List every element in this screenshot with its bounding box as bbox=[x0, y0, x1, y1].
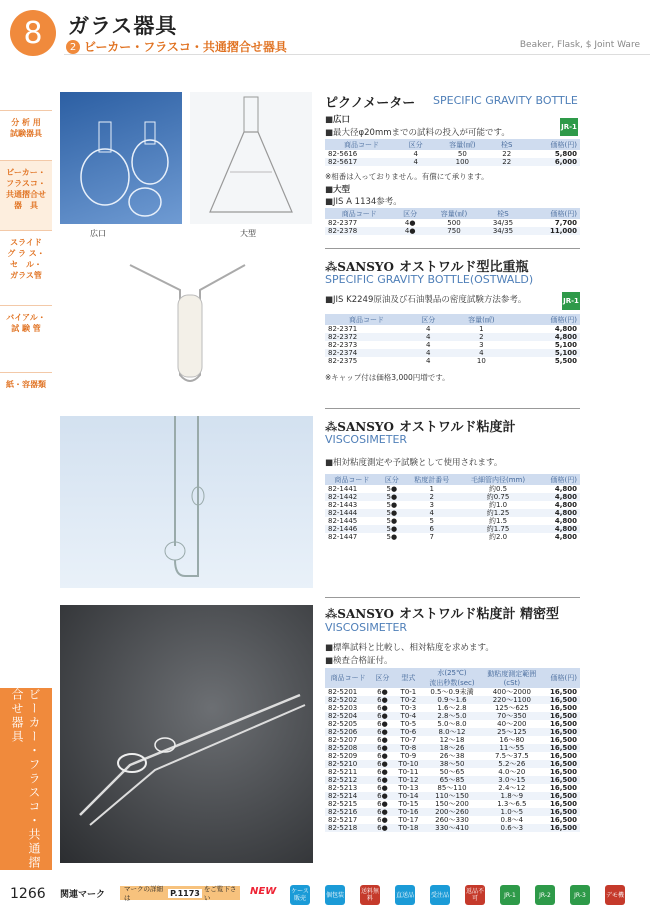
td: 約1.25 bbox=[459, 509, 538, 517]
photo-pycnometer-wide bbox=[60, 92, 182, 224]
page-number: 1266 bbox=[10, 886, 46, 902]
td: 5● bbox=[379, 525, 405, 533]
sidebar-item-paper[interactable]: 紙・容器類 bbox=[0, 372, 52, 412]
th: 毛細管内径(mm) bbox=[459, 474, 538, 485]
td: 4 bbox=[426, 341, 431, 349]
td: 5 bbox=[429, 517, 435, 525]
th: 容量(㎖) bbox=[433, 139, 491, 150]
s2-eng: SPECIFIC GRAVITY BOTTLE(OSTWALD) bbox=[325, 273, 534, 286]
td: 6● bbox=[377, 688, 388, 696]
td: T0-16 bbox=[394, 808, 423, 816]
td: T0-15 bbox=[398, 800, 419, 808]
td: 16,500 bbox=[543, 760, 580, 768]
sansyo-logo: ⁂SANSYO bbox=[325, 420, 394, 434]
chapter-badge: 8 bbox=[10, 10, 56, 56]
td: 6● bbox=[371, 744, 394, 752]
footer-mark-icon: 個包装 bbox=[325, 885, 345, 905]
caption-large: 大型 bbox=[240, 229, 256, 238]
td: 6● bbox=[371, 808, 394, 816]
td: 6● bbox=[371, 760, 394, 768]
footer-mark-icon: 返品不可 bbox=[465, 885, 485, 905]
td: 2.4〜12 bbox=[498, 784, 526, 792]
td: 5● bbox=[379, 509, 405, 517]
td: 2 bbox=[449, 333, 515, 341]
footer-mark-icon: JR-3 bbox=[570, 885, 590, 905]
td: 330〜410 bbox=[423, 824, 481, 832]
th: 価格(円) bbox=[543, 668, 580, 688]
detail-page: P.1173 bbox=[170, 888, 200, 898]
td: 82-5216 bbox=[325, 808, 371, 816]
td: 82-2374 bbox=[325, 349, 408, 357]
td: 750 bbox=[427, 227, 481, 235]
td: 65〜85 bbox=[423, 776, 481, 784]
td: 82-1443 bbox=[328, 501, 358, 509]
td: 7 bbox=[429, 533, 435, 541]
jr1-icon: JR-1 bbox=[560, 118, 578, 136]
td: 16,500 bbox=[543, 696, 580, 704]
td: 3 bbox=[429, 501, 435, 509]
s4-title: オストワルド粘度計 精密型 bbox=[399, 607, 560, 622]
td: 82-2371 bbox=[328, 325, 358, 333]
td: 6● bbox=[377, 752, 388, 760]
td: 4,800 bbox=[554, 501, 577, 509]
td: 約1.5 bbox=[488, 517, 508, 525]
td: 約2.0 bbox=[488, 533, 508, 541]
td: 6● bbox=[377, 736, 388, 744]
td: 220〜1100 bbox=[481, 696, 543, 704]
td: T0-3 bbox=[400, 704, 417, 712]
td: 16,500 bbox=[543, 792, 580, 800]
photo-viscosimeter bbox=[60, 416, 313, 588]
s3-eng: VISCOSIMETER bbox=[325, 433, 408, 446]
td: 82-1446 bbox=[325, 525, 379, 533]
td: 8.0〜12 bbox=[423, 728, 481, 736]
sidebar-item-vial[interactable]: バイアル・ 試 験 管 bbox=[0, 305, 52, 355]
td: 22 bbox=[502, 150, 512, 158]
td: 6,000 bbox=[522, 158, 580, 166]
td: 6● bbox=[377, 800, 388, 808]
td: 82-5206 bbox=[325, 728, 371, 736]
td: 5,100 bbox=[554, 341, 577, 349]
td: 82-1442 bbox=[325, 493, 379, 501]
th: 商品コード bbox=[325, 668, 371, 688]
td: 5,500 bbox=[554, 357, 577, 365]
s2-note: ※キャップ付は価格3,000円増です。 bbox=[325, 373, 450, 382]
s2-d1: ■JIS K2249原油及び石油製品の密度試験方法参考。 bbox=[325, 295, 527, 305]
th: 価格(円) bbox=[525, 208, 580, 219]
s1-note: ※相番は入っておりません。有償にて承ります。 bbox=[325, 172, 489, 181]
td: 5● bbox=[379, 493, 405, 501]
td: 82-5616 bbox=[328, 150, 358, 158]
td: 7.5〜37.5 bbox=[494, 752, 529, 760]
s1-title: ピクノメーター bbox=[325, 96, 416, 111]
td: T0-10 bbox=[394, 760, 423, 768]
section-english: Beaker, Flask, $ Joint Ware bbox=[519, 40, 640, 50]
td: 16,500 bbox=[543, 776, 580, 784]
td: 1.0〜5 bbox=[481, 808, 543, 816]
td: 16,500 bbox=[543, 728, 580, 736]
td: 82-5215 bbox=[328, 800, 358, 808]
td: 16,500 bbox=[543, 824, 580, 832]
td: 4,800 bbox=[537, 525, 580, 533]
th: 価格(円) bbox=[522, 139, 580, 150]
td: 5,100 bbox=[514, 349, 580, 357]
td: 70〜350 bbox=[481, 712, 543, 720]
footer-mark-icon: 送料無料 bbox=[360, 885, 380, 905]
td: 82-5217 bbox=[328, 816, 358, 824]
th: 区分 bbox=[379, 474, 405, 485]
divider bbox=[325, 248, 580, 249]
td: 50 bbox=[457, 150, 467, 158]
s2-table bbox=[325, 314, 580, 365]
td: 4,800 bbox=[537, 509, 580, 517]
s4-d2: ■検査合格証付。 bbox=[325, 656, 393, 666]
td: 3 bbox=[479, 341, 484, 349]
td: 82-5205 bbox=[328, 720, 358, 728]
td: 82-5207 bbox=[328, 736, 358, 744]
td: 0.8〜4 bbox=[500, 816, 524, 824]
td: 4,800 bbox=[554, 485, 577, 493]
section-title: ビーカー・フラスコ・共通摺合せ器具 bbox=[84, 40, 287, 54]
td: 82-2372 bbox=[325, 333, 408, 341]
related-marks-label: 関連マーク bbox=[60, 890, 106, 900]
td: T0-13 bbox=[398, 784, 419, 792]
s3-d1: ■相対粘度測定や予試験として使用されます。 bbox=[325, 458, 503, 468]
th: 区分 bbox=[408, 314, 448, 325]
td: 200〜260 bbox=[423, 808, 481, 816]
s1-h1: ■広口 bbox=[325, 115, 351, 125]
td: 0.6〜3 bbox=[481, 824, 543, 832]
s1-h2: ■大型 bbox=[325, 185, 351, 195]
divider bbox=[325, 408, 580, 409]
s4-eng: VISCOSIMETER bbox=[325, 621, 408, 634]
td: T0-17 bbox=[398, 816, 419, 824]
th: 区分 bbox=[398, 139, 434, 150]
footer-mark-icon: JR-1 bbox=[500, 885, 520, 905]
td: 16,500 bbox=[549, 784, 577, 792]
td: 約0.5 bbox=[488, 485, 508, 493]
td: 6● bbox=[371, 712, 394, 720]
td: 82-1444 bbox=[325, 509, 379, 517]
divider bbox=[325, 597, 580, 598]
td: 260〜330 bbox=[435, 816, 469, 824]
td: 4 bbox=[398, 158, 434, 166]
mark-detail-ref[interactable] bbox=[120, 886, 240, 900]
td: 10 bbox=[476, 357, 486, 365]
td: 150〜200 bbox=[435, 800, 469, 808]
td: 16,500 bbox=[549, 752, 577, 760]
th: 価格(円) bbox=[537, 474, 580, 485]
td: 4.0〜20 bbox=[498, 768, 526, 776]
td: T0-18 bbox=[394, 824, 423, 832]
th: 栓S bbox=[491, 139, 522, 150]
td: 4,800 bbox=[554, 517, 577, 525]
td: 4,800 bbox=[554, 533, 577, 541]
td: 22 bbox=[491, 158, 522, 166]
footer-mark-icon: デモ機 bbox=[605, 885, 625, 905]
s2-title: オストワルド型比重瓶 bbox=[399, 260, 529, 275]
td: T0-6 bbox=[394, 728, 423, 736]
td: 82-5209 bbox=[328, 752, 358, 760]
td: 4 bbox=[405, 509, 459, 517]
th: 価格(円) bbox=[514, 314, 580, 325]
th: 栓S bbox=[481, 208, 525, 219]
td: 85〜110 bbox=[437, 784, 467, 792]
th: 商品コード bbox=[325, 139, 398, 150]
td: T0-7 bbox=[400, 736, 417, 744]
td: 82-2375 bbox=[328, 357, 358, 365]
td: 16,500 bbox=[549, 704, 577, 712]
td: 400〜2000 bbox=[492, 688, 531, 696]
td: 6● bbox=[371, 696, 394, 704]
footer-mark-icon: 直送品 bbox=[395, 885, 415, 905]
td: 82-5208 bbox=[325, 744, 371, 752]
td: 6● bbox=[371, 824, 394, 832]
sidebar-item-slide[interactable]: スライド グ ラ ス・ セ ル・ ガラス管 bbox=[0, 230, 52, 300]
td: 4 bbox=[426, 325, 431, 333]
td: 1.3〜6.5 bbox=[497, 800, 527, 808]
td: 12〜18 bbox=[439, 736, 465, 744]
td: 4,800 bbox=[514, 333, 580, 341]
footer-mark-icon: 受注品 bbox=[430, 885, 450, 905]
td: 5,800 bbox=[554, 150, 577, 158]
td: 82-2373 bbox=[328, 341, 358, 349]
s3-table bbox=[325, 474, 580, 541]
footer-mark-icon: ケース販売 bbox=[290, 885, 310, 905]
td: 6● bbox=[377, 816, 388, 824]
td: 4 bbox=[408, 349, 448, 357]
th: 粘度計番号 bbox=[405, 474, 459, 485]
td: 82-1447 bbox=[328, 533, 358, 541]
td: 16,500 bbox=[543, 744, 580, 752]
td: 18〜26 bbox=[423, 744, 481, 752]
td: T0-14 bbox=[394, 792, 423, 800]
td: 500 bbox=[447, 219, 461, 227]
td: 6● bbox=[371, 728, 394, 736]
td: 38〜50 bbox=[423, 760, 481, 768]
td: T0-5 bbox=[400, 720, 417, 728]
td: 4,800 bbox=[554, 325, 577, 333]
th: 区分 bbox=[393, 208, 426, 219]
td: 約0.75 bbox=[459, 493, 538, 501]
td: 100 bbox=[433, 158, 491, 166]
photo-pycnometer-large bbox=[190, 92, 312, 224]
th: 区分 bbox=[371, 668, 394, 688]
td: 82-2378 bbox=[325, 227, 393, 235]
td: 26〜38 bbox=[439, 752, 465, 760]
td: 34/35 bbox=[481, 227, 525, 235]
td: 5.2〜26 bbox=[481, 760, 543, 768]
td: 7,700 bbox=[554, 219, 577, 227]
td: 16,500 bbox=[549, 736, 577, 744]
s1-table1 bbox=[325, 139, 580, 166]
new-icon: NEW bbox=[250, 886, 277, 897]
jr1-icon: JR-1 bbox=[562, 292, 580, 310]
photo-ostwald-bottle bbox=[110, 255, 310, 395]
th: 容量(㎖) bbox=[449, 314, 515, 325]
td: 6● bbox=[377, 784, 388, 792]
td: 11〜55 bbox=[481, 744, 543, 752]
th: 商品コード bbox=[325, 208, 393, 219]
td: 4,800 bbox=[537, 493, 580, 501]
td: 5● bbox=[386, 485, 398, 493]
td: T0-2 bbox=[394, 696, 423, 704]
sidebar-item-analysis[interactable]: 分 析 用 試験器具 bbox=[0, 110, 52, 160]
sidebar-active-section: ビーカー・フラスコ・共通摺合せ器具 bbox=[0, 688, 52, 870]
td: 82-1445 bbox=[328, 517, 358, 525]
td: 6● bbox=[377, 720, 388, 728]
th: 商品コード bbox=[325, 314, 408, 325]
td: 4 bbox=[408, 333, 448, 341]
td: 6● bbox=[371, 792, 394, 800]
th: 動粘度測定範囲 (cSt) bbox=[481, 668, 543, 688]
td: 16,500 bbox=[543, 808, 580, 816]
s1-eng: SPECIFIC GRAVITY BOTTLE bbox=[433, 94, 578, 107]
th: 容量(㎖) bbox=[427, 208, 481, 219]
s1-d2: ■JIS A 1134参考。 bbox=[325, 197, 402, 207]
td: 16,500 bbox=[549, 768, 577, 776]
td: 1 bbox=[479, 325, 484, 333]
td: 4● bbox=[393, 227, 426, 235]
td: 16,500 bbox=[549, 800, 577, 808]
td: 1 bbox=[429, 485, 435, 493]
detail-suffix: をご覧下さい bbox=[203, 885, 237, 902]
td: 16,500 bbox=[549, 688, 577, 696]
td: 1.8〜9 bbox=[481, 792, 543, 800]
td: 82-5213 bbox=[328, 784, 358, 792]
td: 5● bbox=[386, 501, 398, 509]
th: 商品コード bbox=[325, 474, 379, 485]
td: 6● bbox=[377, 768, 388, 776]
td: 82-2377 bbox=[328, 219, 358, 227]
td: 4 bbox=[449, 349, 515, 357]
td: 16,500 bbox=[543, 712, 580, 720]
td: 1.6〜2.8 bbox=[437, 704, 467, 712]
td: 82-5211 bbox=[328, 768, 358, 776]
td: 2.8〜5.0 bbox=[423, 712, 481, 720]
td: 25〜125 bbox=[481, 728, 543, 736]
td: 82-1441 bbox=[328, 485, 358, 493]
s4-d1: ■標準試料と比較し、相対粘度を求めます。 bbox=[325, 643, 494, 653]
td: T0-9 bbox=[400, 752, 417, 760]
td: 82-5203 bbox=[328, 704, 358, 712]
td: 82-5212 bbox=[325, 776, 371, 784]
td: 約1.0 bbox=[488, 501, 508, 509]
caption-wide: 広口 bbox=[90, 229, 106, 238]
td: 125〜625 bbox=[494, 704, 529, 712]
th: 水(25℃) 流出秒数(sec) bbox=[423, 668, 481, 688]
td: 82-5218 bbox=[325, 824, 371, 832]
td: 約1.75 bbox=[459, 525, 538, 533]
td: 3.0〜15 bbox=[481, 776, 543, 784]
td: 82-5201 bbox=[328, 688, 358, 696]
td: 4 bbox=[426, 357, 431, 365]
s1-table2 bbox=[325, 208, 580, 235]
td: 50〜65 bbox=[439, 768, 465, 776]
th: 型式 bbox=[394, 668, 423, 688]
td: 16,500 bbox=[549, 816, 577, 824]
s4-table bbox=[325, 668, 580, 832]
td: 16,500 bbox=[549, 720, 577, 728]
section-number: 2 bbox=[66, 40, 80, 54]
s4-heading bbox=[325, 603, 559, 622]
sansyo-logo: ⁂SANSYO bbox=[325, 607, 394, 621]
td: 0.9〜1.6 bbox=[423, 696, 481, 704]
photo-precision-viscosimeter bbox=[60, 605, 313, 863]
td: 5● bbox=[386, 517, 398, 525]
td: 82-5202 bbox=[325, 696, 371, 704]
sidebar-item-beaker[interactable]: ビーカー・ フラスコ・ 共通摺合せ 器 具 bbox=[0, 160, 52, 230]
td: 82-5617 bbox=[325, 158, 398, 166]
td: 34/35 bbox=[492, 219, 514, 227]
td: T0-11 bbox=[398, 768, 419, 776]
td: T0-4 bbox=[394, 712, 423, 720]
td: 82-5204 bbox=[325, 712, 371, 720]
td: 16〜80 bbox=[499, 736, 525, 744]
td: 11,000 bbox=[525, 227, 580, 235]
td: T0-1 bbox=[400, 688, 417, 696]
sansyo-logo: ⁂SANSYO bbox=[325, 260, 394, 274]
td: T0-12 bbox=[394, 776, 423, 784]
td: 4● bbox=[404, 219, 416, 227]
td: 5.0〜8.0 bbox=[437, 720, 467, 728]
td: 40〜200 bbox=[497, 720, 527, 728]
td: T0-8 bbox=[394, 744, 423, 752]
td: 6● bbox=[377, 704, 388, 712]
td: 6● bbox=[371, 776, 394, 784]
td: 82-5210 bbox=[325, 760, 371, 768]
s1-d1: ■最大径φ20mmまでの試料の投入が可能です。 bbox=[325, 128, 510, 138]
detail-label: マークの詳細は bbox=[124, 885, 163, 902]
td: 4 bbox=[413, 150, 418, 158]
td: 6 bbox=[405, 525, 459, 533]
td: 5● bbox=[386, 533, 398, 541]
td: 82-5214 bbox=[325, 792, 371, 800]
s3-title: オストワルド粘度計 bbox=[399, 420, 516, 435]
td: 110〜150 bbox=[423, 792, 481, 800]
td: 0.5〜0.9未満 bbox=[430, 688, 474, 696]
td: 2 bbox=[405, 493, 459, 501]
footer-mark-icon: JR-2 bbox=[535, 885, 555, 905]
chapter-title: ガラス器具 bbox=[68, 14, 178, 38]
